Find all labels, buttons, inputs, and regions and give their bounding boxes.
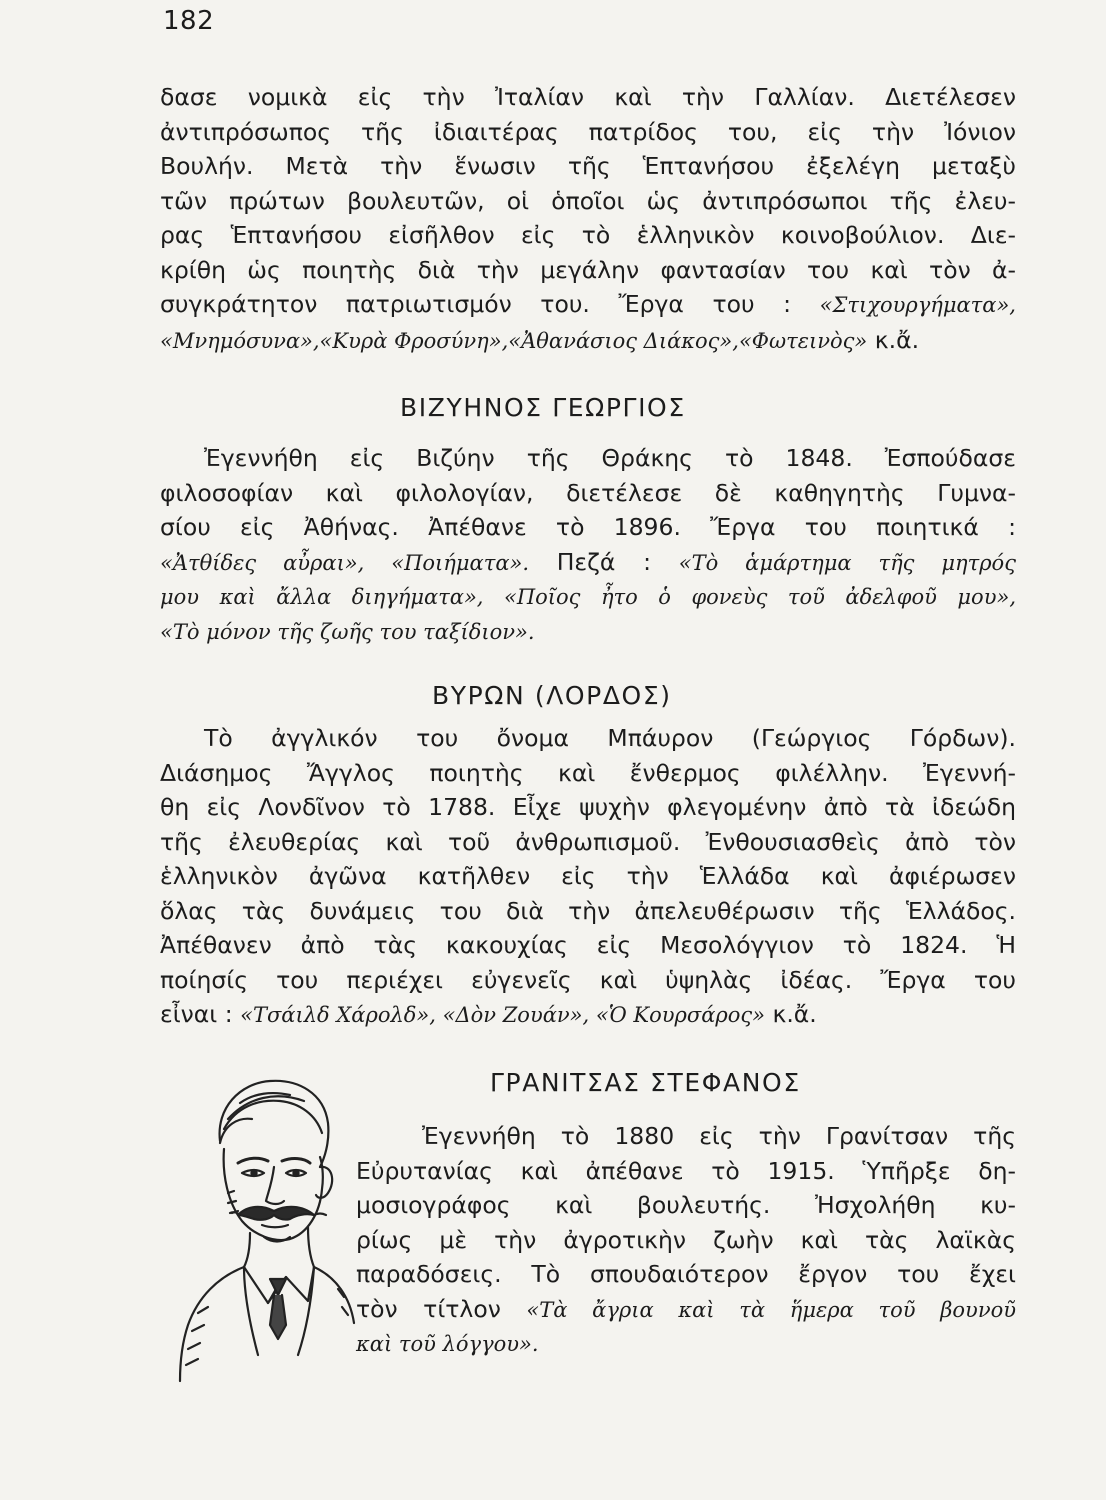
text-line: σίου εἰς Ἀθήνας. Ἀπέθανε τὸ 1896. Ἔργα του ποιητικά : <box>160 513 1016 541</box>
text-line <box>160 287 1016 323</box>
works-label: εἶναι : <box>160 1000 233 1028</box>
text-line: ποίησίς του περιέχει εὐγενεῖς καὶ ὑψηλὰς ἰδέας. Ἔργα του <box>160 965 1016 994</box>
granitsas-paragraph <box>356 1119 1016 1362</box>
works-title: «Ἀτθίδες αὖραι», «Ποιήματα». <box>160 550 530 575</box>
text-line: θη εἰς Λονδῖνον τὸ 1788. Εἶχε ψυχὴν φλεγομένην ἀπὸ τὰ ἰδεώδη <box>160 793 1016 821</box>
heading-vizyinos: ΒΙΖΥΗΝΟΣ ΓΕΩΡΓΙΟΣ <box>400 393 686 422</box>
title-label: τὸν τίτλον <box>356 1294 501 1323</box>
text-line: Εὐρυτανίας καὶ ἀπέθανε τὸ 1915. Ὑπῆρξε δη- <box>356 1156 1016 1185</box>
text-line: ὅλας τὰς δυνάμεις του διὰ τὴν ἀπελευθέρωσιν τῆς Ἑλλάδος. <box>160 896 1016 925</box>
works-title: «Τὰ ἄγρια καὶ τὰ ἥμερα τοῦ βουνοῦ <box>526 1297 1016 1322</box>
works-title: «Στιχουργήματα», <box>819 293 1016 317</box>
text-line: φιλοσοφίαν καὶ φιλολογίαν, διετέλεσε δὲ καθηγητὴς Γυμνα- <box>160 478 1016 507</box>
text-line: Διάσημος Ἄγγλος ποιητὴς καὶ ἔνθερμος φιλέλλην. Ἐγεννή- <box>160 758 1016 787</box>
prose-label: Πεζά : <box>556 547 652 576</box>
text-line: Τὸ ἀγγλικόν του ὄνομα Μπάυρον (Γεώργιος Γόρδων). <box>204 724 1016 752</box>
heading-byron: ΒΥΡΩΝ (ΛΟΡΔΟΣ) <box>432 681 672 710</box>
text-line <box>356 1292 1016 1328</box>
text-line: Ἀπέθανεν ἀπὸ τὰς κακουχίας εἰς Μεσολόγγιον τὸ 1824. Ἡ <box>160 931 1016 959</box>
portrait-illustration <box>158 1063 358 1383</box>
vizyinos-paragraph <box>160 441 1016 649</box>
etc-abbrev: κ.ἄ. <box>772 1000 817 1028</box>
text-line: μοσιογράφος καὶ βουλευτής. Ἠσχολήθη κυ- <box>356 1191 1016 1219</box>
heading-granitsas: ΓΡΑΝΙΤΣΑΣ ΣΤΕΦΑΝΟΣ <box>490 1068 801 1097</box>
text-line: κρίθη ὡς ποιητὴς διὰ τὴν μεγάλην φαντασίαν του καὶ τὸν ἀ- <box>160 255 1016 284</box>
works-list: «Μνημόσυνα»,«Κυρὰ Φροσύνη»,«Ἀθανάσιος Διάκος»,«Φωτεινὸς» <box>160 328 868 353</box>
text-line: ἀντιπρόσωπος τῆς ἰδιαιτέρας πατρίδος του, εἰς τὴν Ἰόνιον <box>160 117 1016 146</box>
text-line: τῆς ἐλευθερίας καὶ τοῦ ἀνθρωπισμοῦ. Ἐνθουσιασθεὶς ἀπὸ τὸν <box>160 827 1016 856</box>
text-line <box>160 997 1016 1033</box>
works-list: «Τσάιλδ Χάρολδ», «Δὸν Ζουάν», «Ὁ Κουρσάρος» <box>240 1003 765 1027</box>
text-line: «Τὸ μόνον τῆς ζωῆς του ταξίδιον». <box>160 619 535 644</box>
works-title: «Τὸ ἁμάρτημα τῆς μητρός <box>678 550 1016 575</box>
text-line: ἑλληνικὸν ἀγῶνα κατῆλθεν εἰς τὴν Ἑλλάδα καὶ ἀφιέρωσεν <box>160 862 1016 890</box>
text-line <box>160 323 1016 359</box>
text-line <box>160 545 1016 581</box>
text-line: καὶ τοῦ λόγγου». <box>356 1332 539 1356</box>
text-line: τῶν πρώτων βουλευτῶν, οἱ ὁποῖοι ὡς ἀντιπρόσωποι τῆς ἐλευ- <box>160 186 1016 215</box>
text-line: ρας Ἑπτανήσου εἰσῆλθον εἰς τὸ ἑλληνικὸν κοινοβούλιον. Διε- <box>160 221 1016 249</box>
text-line: ρίως μὲ τὴν ἀγροτικὴν ζωὴν καὶ τὰς λαϊκὰς <box>356 1225 1016 1254</box>
text-line: Ἐγεννήθη τὸ 1880 εἰς τὴν Γρανίτσαν τῆς <box>422 1122 1016 1150</box>
text-line: δασε νομικὰ εἰς τὴν Ἰταλίαν καὶ τὴν Γαλλίαν. Διετέλεσεν <box>160 83 1016 111</box>
page-number: 182 <box>163 6 215 36</box>
text-line: παραδόσεις. Τὸ σπουδαιότερον ἔργον του ἔχει <box>356 1260 1016 1288</box>
text-line: Ἐγεννήθη εἰς Βιζύην τῆς Θράκης τὸ 1848. Ἐσπούδασε <box>204 444 1016 472</box>
text-line: Βουλήν. Μετὰ τὴν ἕνωσιν τῆς Ἑπτανήσου ἐξελέγη μεταξὺ <box>160 152 1016 180</box>
intro-paragraph <box>160 80 1016 358</box>
text-line: μου καὶ ἄλλα διηγήματα», «Ποῖος ἦτο ὁ φονεὺς τοῦ ἀδελφοῦ μου», <box>160 585 1016 609</box>
works-label: συγκράτητον πατριωτισμόν του. Ἔργα του : <box>160 290 792 318</box>
byron-paragraph <box>160 721 1016 1033</box>
etc-abbrev: κ.ἄ. <box>874 325 920 354</box>
